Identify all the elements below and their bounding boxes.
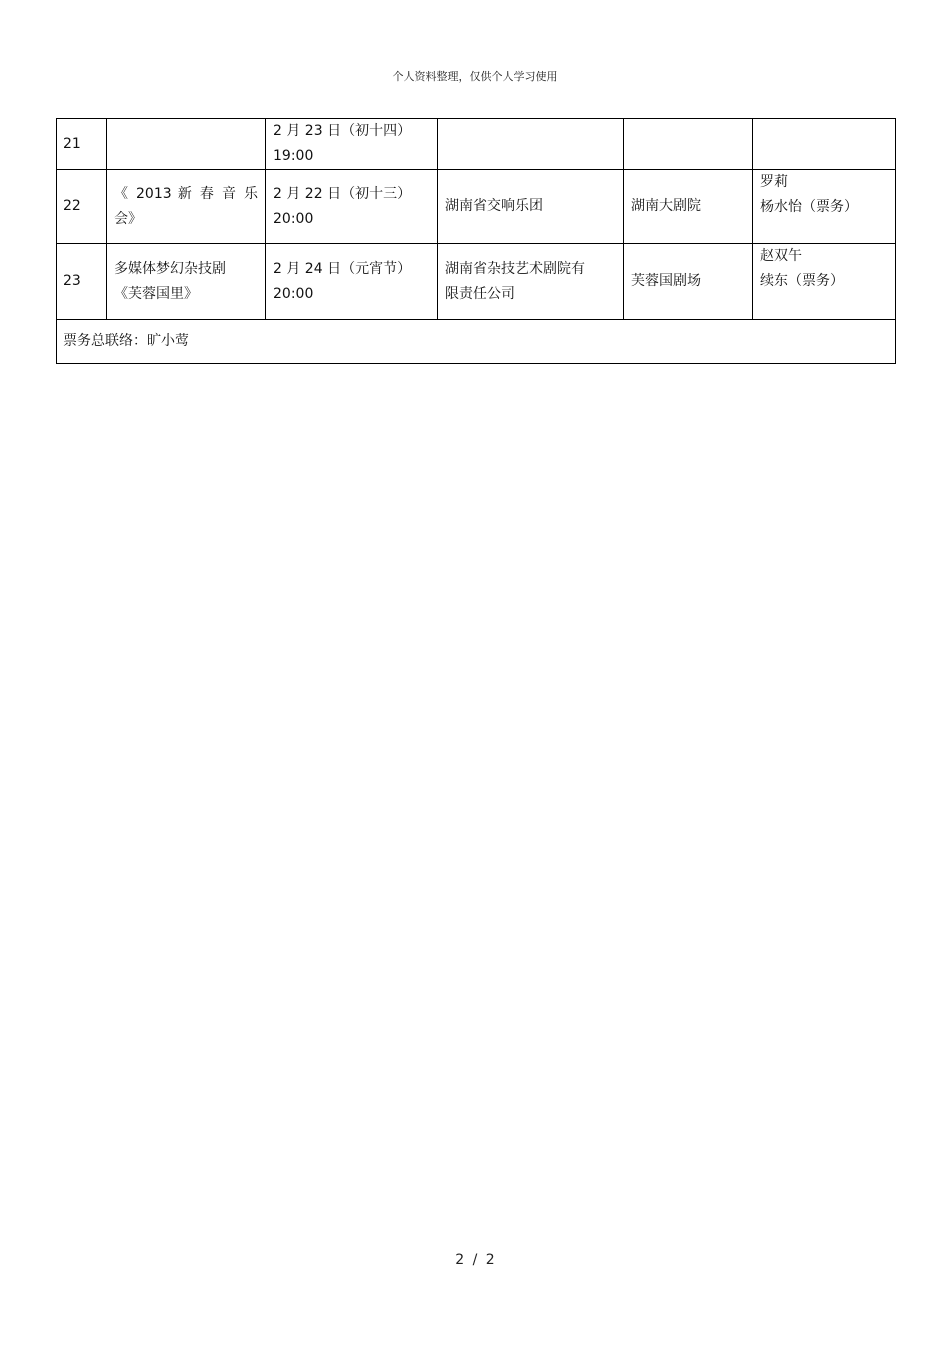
event-title-line: 多媒体梦幻杂技剧 [114,260,226,277]
ticket-contact-text: 票务总联络：旷小莺 [57,320,896,364]
contact-cell [753,244,896,320]
contact-cell [753,119,896,170]
event-date-cell [266,170,438,244]
contact-line: 续东（票务） [760,273,844,289]
event-schedule-table [56,118,896,364]
organizer-cell [438,244,624,320]
venue-cell: 湖南大剧院 [624,170,753,244]
event-date-cell [266,119,438,170]
table-row [57,170,896,244]
event-title-line: 《 2013 新 春 音 乐 [114,185,258,202]
contact-cell [753,170,896,244]
event-date: 2 月 23 日（初十四） [273,123,412,139]
contact-line: 杨水怡（票务） [760,199,858,215]
event-title-cell [107,244,266,320]
organizer-cell [438,170,624,244]
event-date-cell [266,244,438,320]
contact-line: 赵双午 [760,248,802,264]
contact-line: 罗莉 [760,174,788,190]
event-time: 20:00 [273,210,314,227]
row-number: 22 [57,170,107,244]
row-number: 23 [57,244,107,320]
event-date: 2 月 22 日（初十三） [273,185,412,202]
event-title-line: 会》 [114,210,142,227]
table-row [57,244,896,320]
organizer-line: 限责任公司 [445,285,515,302]
ticket-contact-row [57,320,896,364]
organizer-cell [438,119,624,170]
event-time: 19:00 [273,148,314,164]
venue-cell: 芙蓉国剧场 [624,244,753,320]
event-title-cell [107,170,266,244]
page-number: 2 / 2 [455,1252,495,1268]
event-title-line: 《芙蓉国里》 [114,285,198,302]
organizer-line: 湖南省交响乐团 [445,198,543,214]
page-header: 个人资料整理，仅供个人学习使用 [392,70,558,83]
organizer-line: 湖南省杂技艺术剧院有 [445,260,585,277]
event-title-cell [107,119,266,170]
venue-cell [624,119,753,170]
event-time: 20:00 [273,285,314,302]
row-number: 21 [57,119,107,170]
table-row [57,119,896,170]
event-date: 2 月 24 日（元宵节） [273,260,412,277]
